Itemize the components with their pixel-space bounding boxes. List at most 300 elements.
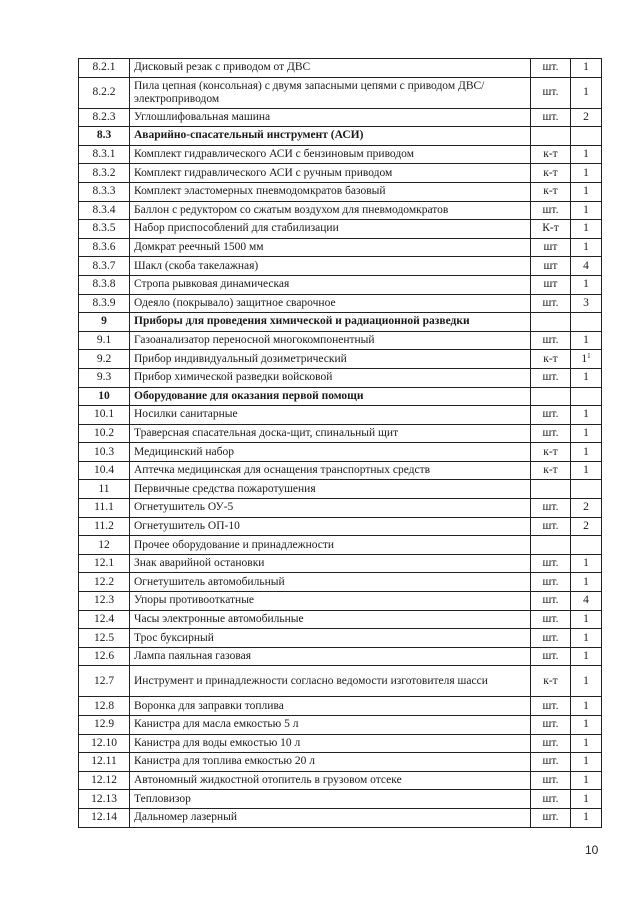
row-name-text: Тепловизор	[134, 792, 191, 805]
row-number-cell	[79, 182, 130, 201]
row-quantity-cell	[571, 164, 602, 183]
row-number-cell	[79, 734, 130, 753]
row-name-text: Инструмент и принадлежности согласно ведомости изготовителя шасси	[134, 674, 488, 687]
row-quantity-cell	[571, 647, 602, 666]
row-quantity-text: 1	[583, 755, 589, 768]
row-unit-cell	[531, 406, 571, 425]
row-unit-text: шт.	[542, 557, 559, 570]
row-unit-cell	[531, 368, 571, 387]
row-unit-text: шт.	[542, 575, 559, 588]
row-number-cell	[79, 331, 130, 350]
row-quantity-cell	[571, 592, 602, 611]
row-name-text: Лампа паяльная газовая	[134, 650, 251, 663]
row-number-cell	[79, 443, 130, 462]
row-unit-text: шт.	[542, 774, 559, 787]
row-quantity-text: 1	[581, 352, 588, 365]
row-name-text: Газоанализатор переносной многокомпонентный	[134, 334, 375, 347]
row-name-cell	[130, 716, 531, 735]
table-row	[79, 771, 602, 790]
row-number-cell	[79, 294, 130, 313]
row-unit-cell	[531, 666, 571, 697]
row-name-text: Канистра для масла емкостью 5 л	[134, 718, 299, 731]
table-row	[79, 294, 602, 313]
row-unit-cell	[531, 257, 571, 276]
row-number-text: 10.3	[93, 445, 115, 458]
row-number-text: 11.1	[94, 501, 114, 514]
row-name-text: Баллон с редуктором со сжатым воздухом для пневмодомкратов	[134, 203, 449, 216]
row-name-text: Медицинский набор	[134, 445, 234, 458]
row-quantity-cell	[571, 554, 602, 573]
row-unit-cell	[531, 77, 571, 108]
row-quantity-text: 1	[583, 557, 589, 570]
row-name-cell	[130, 499, 531, 518]
row-quantity-cell	[571, 238, 602, 257]
row-unit-text: к-т	[543, 166, 558, 179]
row-unit-cell	[531, 127, 571, 146]
row-number-text: 8.3.3	[92, 185, 116, 198]
row-quantity-cell	[571, 257, 602, 276]
row-number-text: 8.3.2	[92, 166, 116, 179]
row-name-cell	[130, 536, 531, 555]
table-row	[79, 592, 602, 611]
row-name-text: Часы электронные автомобильные	[134, 612, 304, 625]
row-name-cell	[130, 257, 531, 276]
row-unit-text: шт.	[542, 426, 559, 439]
row-name-cell	[130, 201, 531, 220]
row-quantity-cell	[571, 536, 602, 555]
row-unit-cell	[531, 629, 571, 648]
row-name-cell	[130, 275, 531, 294]
row-quantity-cell	[571, 610, 602, 629]
row-quantity-text: 2	[583, 519, 589, 532]
row-quantity-text: 1	[583, 445, 589, 458]
row-name-text: Углошлифовальная машина	[134, 110, 271, 123]
row-unit-text: шт	[543, 259, 558, 272]
row-unit-cell	[531, 182, 571, 201]
row-unit-cell	[531, 554, 571, 573]
row-name-cell	[130, 77, 531, 108]
row-unit-text: шт.	[542, 110, 559, 123]
row-name-text: Огнетушитель автомобильный	[134, 575, 285, 588]
row-name-text: Комплект гидравлического АСИ с ручным приводом	[134, 166, 393, 179]
row-quantity-text: 1	[583, 811, 589, 824]
row-unit-cell	[531, 313, 571, 332]
row-unit-text: шт.	[542, 811, 559, 824]
row-name-cell	[130, 517, 531, 536]
row-unit-text: шт.	[542, 61, 559, 74]
row-unit-cell	[531, 275, 571, 294]
table-row	[79, 424, 602, 443]
row-unit-text: К-т	[542, 222, 559, 235]
row-number-text: 12.14	[91, 811, 117, 824]
row-number-text: 8.3.6	[92, 241, 116, 254]
row-quantity-cell	[571, 443, 602, 462]
row-number-cell	[79, 808, 130, 827]
row-number-cell	[79, 771, 130, 790]
row-quantity-cell	[571, 127, 602, 146]
row-number-cell	[79, 461, 130, 480]
row-number-text: 8.3	[96, 129, 112, 142]
section-row	[79, 313, 602, 332]
row-number-text: 10.4	[93, 464, 115, 477]
row-number-text: 11	[98, 482, 110, 495]
table-row	[79, 145, 602, 164]
table-row	[79, 275, 602, 294]
row-quantity-cell	[571, 313, 602, 332]
row-name-cell	[130, 610, 531, 629]
row-quantity-cell	[571, 220, 602, 239]
row-name-cell	[130, 573, 531, 592]
row-unit-cell	[531, 294, 571, 313]
row-quantity-cell	[571, 573, 602, 592]
row-unit-cell	[531, 387, 571, 406]
row-number-cell	[79, 499, 130, 518]
table-row	[79, 238, 602, 257]
row-unit-text: шт.	[542, 699, 559, 712]
page-number: 10	[585, 843, 599, 857]
row-name-cell	[130, 182, 531, 201]
table-row	[79, 517, 602, 536]
row-number-cell	[79, 350, 130, 369]
row-unit-text: шт	[543, 278, 558, 291]
row-unit-text: к-т	[543, 185, 558, 198]
row-name-text: Приборы для проведения химической и радиационной разведки	[134, 315, 470, 328]
table-row	[79, 77, 602, 108]
row-name-cell	[130, 313, 531, 332]
row-number-text: 12.11	[91, 755, 117, 768]
row-number-text: 11.2	[94, 519, 114, 532]
row-quantity-cell	[571, 629, 602, 648]
row-number-text: 12.8	[93, 699, 115, 712]
row-name-cell	[130, 480, 531, 499]
row-number-cell	[79, 406, 130, 425]
row-quantity-cell	[571, 77, 602, 108]
row-quantity-cell	[571, 331, 602, 350]
table-row	[79, 499, 602, 518]
footnote-marker: 1	[587, 351, 591, 360]
row-quantity-text: 1	[583, 612, 589, 625]
row-name-cell	[130, 108, 531, 127]
row-number-text: 12.4	[93, 612, 115, 625]
table-row	[79, 666, 602, 697]
table-row	[79, 201, 602, 220]
row-name-cell	[130, 127, 531, 146]
row-number-cell	[79, 313, 130, 332]
row-number-text: 12.12	[91, 774, 117, 787]
row-quantity-cell	[571, 182, 602, 201]
table-row	[79, 182, 602, 201]
row-quantity-text: 1	[583, 575, 589, 588]
row-quantity-text: 1	[583, 166, 589, 179]
row-name-text: Комплект гидравлического АСИ с бензиновым приводом	[134, 148, 414, 161]
row-unit-cell	[531, 145, 571, 164]
row-unit-cell	[531, 753, 571, 772]
table-row	[79, 629, 602, 648]
row-name-cell	[130, 790, 531, 809]
row-quantity-text: 1	[583, 718, 589, 731]
row-quantity-text: 1	[583, 222, 589, 235]
row-number-text: 8.3.8	[92, 278, 116, 291]
row-number-cell	[79, 517, 130, 536]
section-row	[79, 536, 602, 555]
row-quantity-text: 4	[583, 594, 589, 607]
row-number-text: 12.1	[93, 557, 115, 570]
row-unit-cell	[531, 480, 571, 499]
row-unit-cell	[531, 238, 571, 257]
row-number-cell	[79, 275, 130, 294]
row-quantity-text: 1	[583, 61, 589, 74]
row-number-text: 12.13	[91, 792, 117, 805]
row-number-cell	[79, 164, 130, 183]
row-name-cell	[130, 368, 531, 387]
row-quantity-text: 1	[583, 774, 589, 787]
row-quantity-cell	[571, 201, 602, 220]
row-name-cell	[130, 443, 531, 462]
row-unit-text: шт.	[542, 755, 559, 768]
row-number-text: 12.3	[93, 594, 115, 607]
table-row	[79, 753, 602, 772]
row-name-text: Домкрат реечный 1500 мм	[134, 241, 264, 254]
row-quantity-cell	[571, 808, 602, 827]
table-row	[79, 808, 602, 827]
row-name-cell	[130, 164, 531, 183]
row-unit-cell	[531, 592, 571, 611]
row-quantity-text: 2	[583, 501, 589, 514]
row-quantity-text: 1	[583, 736, 589, 749]
row-number-text: 8.3.4	[92, 203, 116, 216]
row-name-cell	[130, 331, 531, 350]
table-row	[79, 610, 602, 629]
row-number-text: 12.7	[93, 674, 115, 687]
table-row	[79, 59, 602, 78]
row-name-cell	[130, 592, 531, 611]
row-name-cell	[130, 350, 531, 369]
row-unit-text: шт.	[542, 736, 559, 749]
row-quantity-cell	[571, 753, 602, 772]
row-unit-cell	[531, 647, 571, 666]
row-unit-text: шт.	[542, 594, 559, 607]
table-row	[79, 350, 602, 369]
row-number-cell	[79, 201, 130, 220]
row-quantity-cell	[571, 697, 602, 716]
row-name-cell	[130, 294, 531, 313]
table-row	[79, 790, 602, 809]
row-quantity-cell	[571, 108, 602, 127]
row-name-cell	[130, 145, 531, 164]
row-number-cell	[79, 480, 130, 499]
row-quantity-cell	[571, 368, 602, 387]
row-name-text: Пила цепная (консольная) с двумя запасными цепями с приводом ДВС/электроприводом	[134, 79, 485, 105]
row-quantity-cell	[571, 145, 602, 164]
row-unit-cell	[531, 201, 571, 220]
row-unit-text: шт.	[542, 718, 559, 731]
row-number-text: 8.3.7	[92, 259, 116, 272]
row-name-cell	[130, 629, 531, 648]
row-number-text: 8.2.1	[92, 61, 116, 74]
row-unit-cell	[531, 697, 571, 716]
row-unit-cell	[531, 461, 571, 480]
row-name-text: Дальномер лазерный	[134, 811, 238, 824]
row-quantity-text: 1	[583, 699, 589, 712]
row-name-text: Огнетушитель ОП-10	[134, 519, 240, 532]
row-unit-text: к-т	[543, 674, 558, 687]
row-quantity-text: 1	[583, 650, 589, 663]
row-quantity-text: 1	[583, 241, 589, 254]
row-number-text: 12.6	[93, 650, 115, 663]
row-number-cell	[79, 424, 130, 443]
row-name-text: Воронка для заправки топлива	[134, 699, 284, 712]
row-unit-text: шт.	[542, 612, 559, 625]
row-name-cell	[130, 59, 531, 78]
row-unit-cell	[531, 108, 571, 127]
row-unit-cell	[531, 573, 571, 592]
table-row	[79, 331, 602, 350]
row-number-cell	[79, 108, 130, 127]
row-number-text: 8.3.9	[92, 296, 116, 309]
row-unit-text: к-т	[543, 352, 558, 365]
row-quantity-text: 1	[583, 185, 589, 198]
row-quantity-text: 1	[583, 674, 589, 687]
row-quantity-text: 1	[583, 792, 589, 805]
row-unit-cell	[531, 443, 571, 462]
table-row	[79, 573, 602, 592]
row-unit-cell	[531, 164, 571, 183]
row-number-cell	[79, 77, 130, 108]
row-unit-text: шт.	[542, 408, 559, 421]
row-number-cell	[79, 257, 130, 276]
row-number-cell	[79, 59, 130, 78]
table-row	[79, 406, 602, 425]
row-quantity-cell	[571, 790, 602, 809]
row-number-cell	[79, 536, 130, 555]
table-row	[79, 554, 602, 573]
row-name-text: Набор приспособлений для стабилизации	[134, 222, 339, 235]
row-quantity-text: 1	[583, 426, 589, 439]
row-unit-cell	[531, 424, 571, 443]
row-quantity-cell	[571, 461, 602, 480]
row-name-text: Трос буксирный	[134, 631, 214, 644]
row-name-text: Одеяло (покрывало) защитное сварочное	[134, 296, 336, 309]
row-name-text: Дисковый резак с приводом от ДВС	[134, 61, 311, 74]
row-unit-cell	[531, 499, 571, 518]
row-quantity-cell	[571, 350, 602, 369]
row-name-text: Прочее оборудование и принадлежности	[134, 538, 335, 551]
row-name-text: Шакл (скоба такелажная)	[134, 259, 259, 272]
row-name-text: Оборудование для оказания первой помощи	[134, 389, 364, 402]
row-number-cell	[79, 387, 130, 406]
row-quantity-text: 4	[583, 259, 589, 272]
row-unit-text: к-т	[543, 148, 558, 161]
row-quantity-text: 1	[583, 86, 589, 99]
row-unit-text: шт.	[542, 203, 559, 216]
section-row	[79, 480, 602, 499]
row-number-cell	[79, 145, 130, 164]
row-quantity-cell	[571, 499, 602, 518]
table-row	[79, 461, 602, 480]
row-unit-cell	[531, 220, 571, 239]
row-name-text: Первичные средства пожаротушения	[134, 482, 316, 495]
row-unit-cell	[531, 59, 571, 78]
row-unit-cell	[531, 734, 571, 753]
row-name-text: Стропа рывковая динамическая	[134, 278, 290, 291]
row-quantity-text: 1	[583, 148, 589, 161]
row-number-text: 10.1	[93, 408, 115, 421]
row-number-cell	[79, 368, 130, 387]
row-number-cell	[79, 697, 130, 716]
row-name-text: Комплект эластомерных пневмодомкратов базовый	[134, 185, 386, 198]
row-unit-text: шт.	[542, 650, 559, 663]
row-number-text: 9	[101, 315, 107, 328]
row-name-cell	[130, 808, 531, 827]
row-quantity-cell	[571, 275, 602, 294]
row-number-cell	[79, 592, 130, 611]
row-name-text: Траверсная спасательная доска-щит, спинальный щит	[134, 426, 399, 439]
row-number-cell	[79, 666, 130, 697]
row-quantity-cell	[571, 716, 602, 735]
row-number-text: 12.10	[91, 736, 117, 749]
row-number-cell	[79, 238, 130, 257]
row-name-cell	[130, 753, 531, 772]
row-number-cell	[79, 716, 130, 735]
row-unit-text: шт.	[542, 631, 559, 644]
row-name-cell	[130, 771, 531, 790]
row-quantity-cell	[571, 424, 602, 443]
row-name-cell	[130, 220, 531, 239]
table-row	[79, 220, 602, 239]
row-quantity-cell	[571, 59, 602, 78]
row-number-cell	[79, 554, 130, 573]
row-unit-cell	[531, 790, 571, 809]
row-quantity-text: 1	[583, 371, 589, 384]
row-number-text: 12.2	[93, 575, 115, 588]
table-row	[79, 734, 602, 753]
table-row	[79, 443, 602, 462]
row-quantity-cell	[571, 771, 602, 790]
row-number-cell	[79, 790, 130, 809]
row-name-cell	[130, 238, 531, 257]
row-number-cell	[79, 647, 130, 666]
row-name-cell	[130, 666, 531, 697]
equipment-table-body	[79, 59, 602, 828]
row-quantity-text: 1	[583, 203, 589, 216]
row-unit-text: шт.	[542, 334, 559, 347]
row-number-text: 10.2	[93, 426, 115, 439]
row-name-text: Знак аварийной остановки	[134, 557, 265, 570]
row-unit-text: к-т	[543, 464, 558, 477]
row-name-text: Огнетушитель ОУ-5	[134, 501, 234, 514]
row-unit-cell	[531, 771, 571, 790]
row-unit-cell	[531, 517, 571, 536]
row-quantity-text: 1	[583, 464, 589, 477]
row-number-text: 12.9	[93, 718, 115, 731]
row-unit-cell	[531, 331, 571, 350]
row-name-cell	[130, 697, 531, 716]
row-number-cell	[79, 610, 130, 629]
row-quantity-cell	[571, 666, 602, 697]
row-number-text: 9.2	[96, 352, 112, 365]
row-name-text: Прибор химической разведки войсковой	[134, 371, 333, 384]
row-quantity-cell	[571, 387, 602, 406]
row-quantity-text: 1	[583, 278, 589, 291]
row-quantity-cell	[571, 517, 602, 536]
row-name-text: Упоры противооткатные	[134, 594, 255, 607]
row-number-text: 12.5	[93, 631, 115, 644]
row-name-cell	[130, 461, 531, 480]
row-name-cell	[130, 554, 531, 573]
row-number-cell	[79, 573, 130, 592]
row-name-cell	[130, 647, 531, 666]
row-quantity-cell	[571, 734, 602, 753]
